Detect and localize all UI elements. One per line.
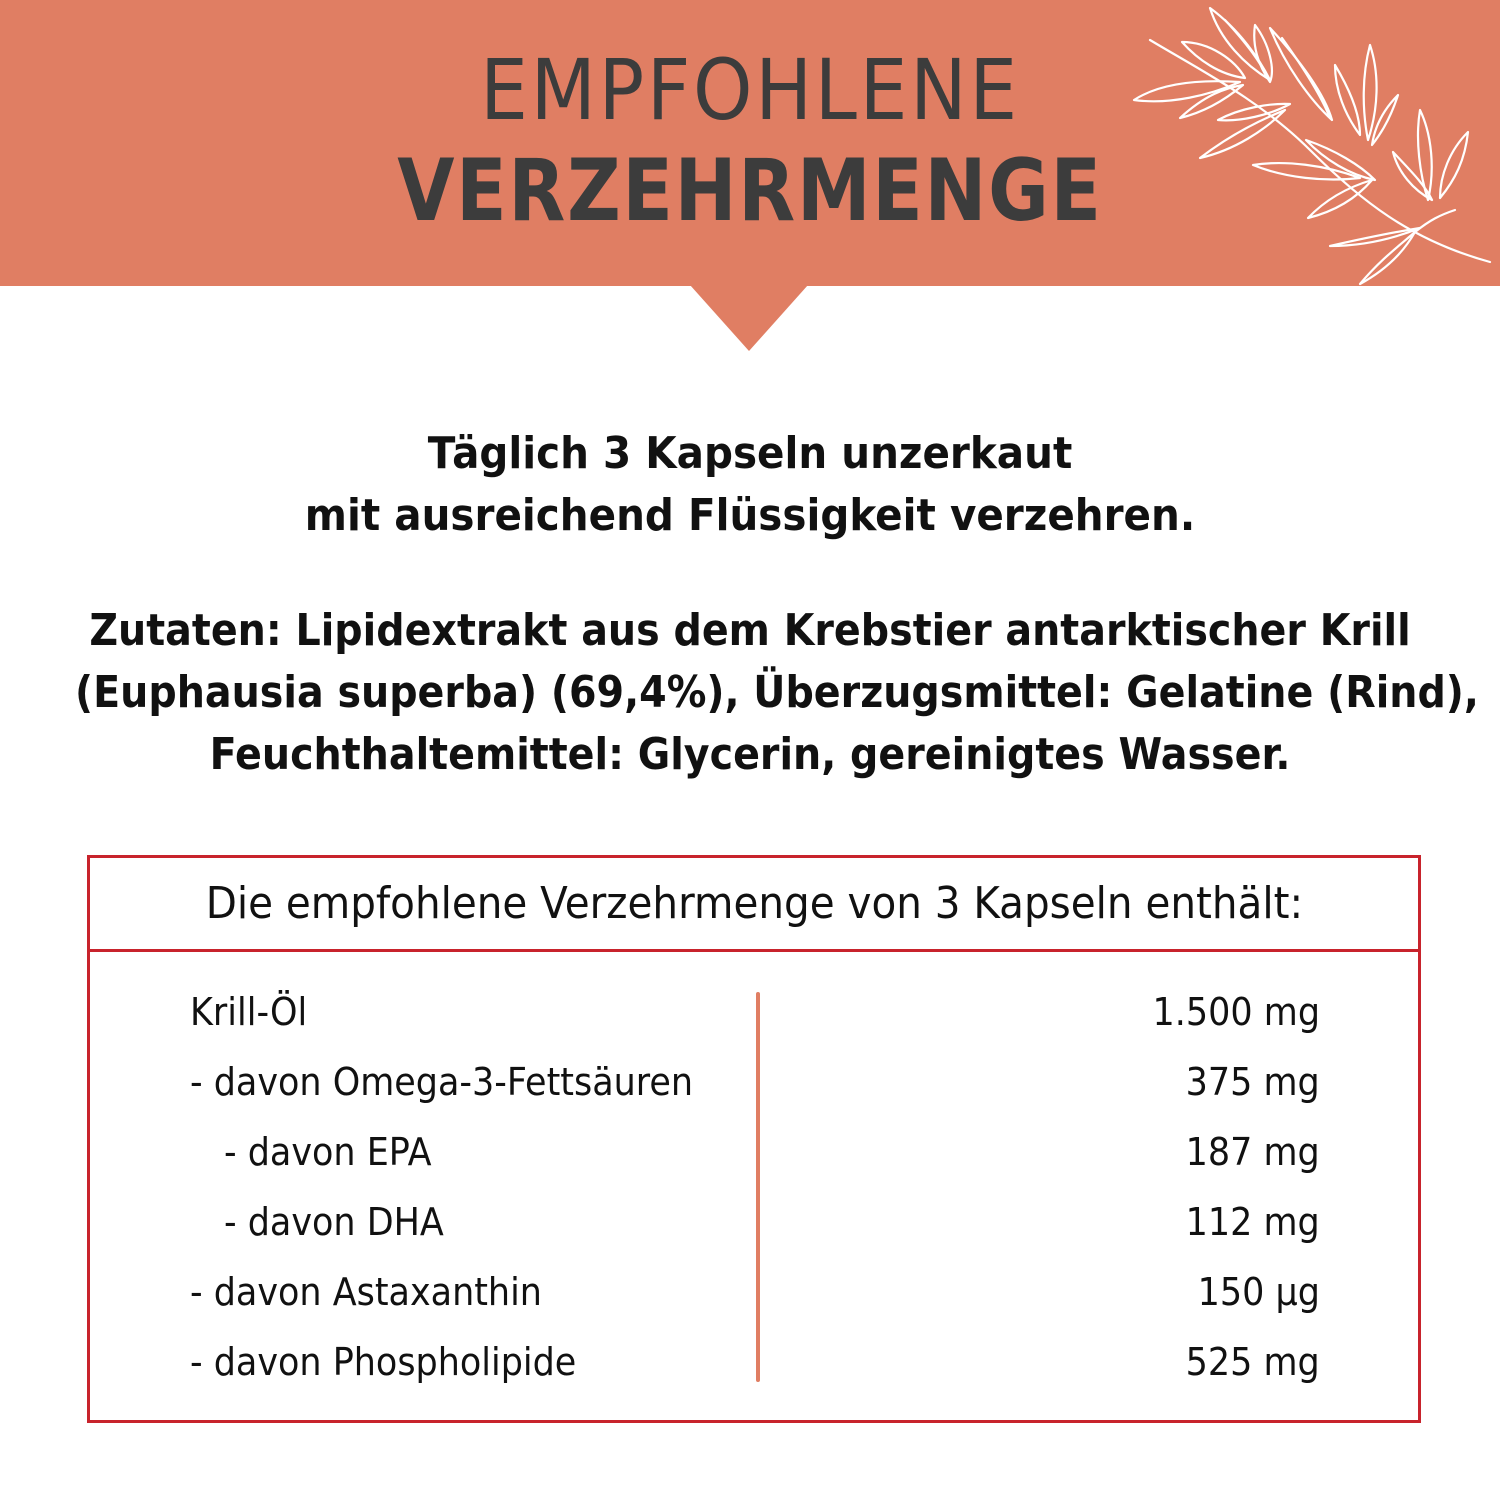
leaf-branch-icon bbox=[1110, 0, 1500, 286]
row-value: 525 mg bbox=[1185, 1340, 1320, 1384]
title-line-2: VERZEHRMENGE bbox=[397, 141, 1103, 241]
table-row bbox=[90, 1270, 1418, 1340]
table-row bbox=[90, 1200, 1418, 1270]
row-value: 375 mg bbox=[1185, 1060, 1320, 1104]
table-row bbox=[90, 1060, 1418, 1130]
ingredients-text bbox=[0, 600, 1500, 786]
facts-heading-text: Die empfohlene Verzehrmenge von 3 Kapseln enthält: bbox=[205, 878, 1303, 929]
row-label: - davon Phospholipide bbox=[190, 1340, 577, 1384]
row-value: 1.500 mg bbox=[1152, 990, 1320, 1034]
ingredients-line-1: Zutaten: Lipidextrakt aus dem Krebstier antarktischer Krill bbox=[89, 605, 1411, 656]
ingredients-line-3: Feuchthaltemittel: Glycerin, gereinigtes Wasser. bbox=[209, 729, 1291, 780]
ingredients-line-2: (Euphausia superba) (69,4%), Überzugsmittel: Gelatine (Rind), bbox=[75, 667, 1479, 718]
row-value: 150 µg bbox=[1197, 1270, 1320, 1314]
facts-table-body bbox=[90, 952, 1418, 1420]
dosage-instructions bbox=[0, 423, 1500, 547]
table-row bbox=[90, 990, 1418, 1060]
row-value: 112 mg bbox=[1185, 1200, 1320, 1244]
table-row bbox=[90, 1340, 1418, 1410]
row-label: - davon EPA bbox=[224, 1130, 432, 1174]
nutrition-facts-table bbox=[87, 855, 1421, 1423]
row-label: - davon DHA bbox=[224, 1200, 444, 1244]
title-line-1: EMPFOHLENE bbox=[480, 41, 1020, 139]
facts-table-heading bbox=[90, 858, 1418, 952]
banner-pointer bbox=[690, 285, 808, 351]
row-value: 187 mg bbox=[1185, 1130, 1320, 1174]
dosage-line-2: mit ausreichend Flüssigkeit verzehren. bbox=[304, 490, 1196, 541]
row-label: Krill-Öl bbox=[190, 990, 308, 1034]
dosage-line-1: Täglich 3 Kapseln unzerkaut bbox=[427, 428, 1073, 479]
row-label: - davon Omega-3-Fettsäuren bbox=[190, 1060, 694, 1104]
table-row bbox=[90, 1130, 1418, 1200]
row-label: - davon Astaxanthin bbox=[190, 1270, 542, 1314]
